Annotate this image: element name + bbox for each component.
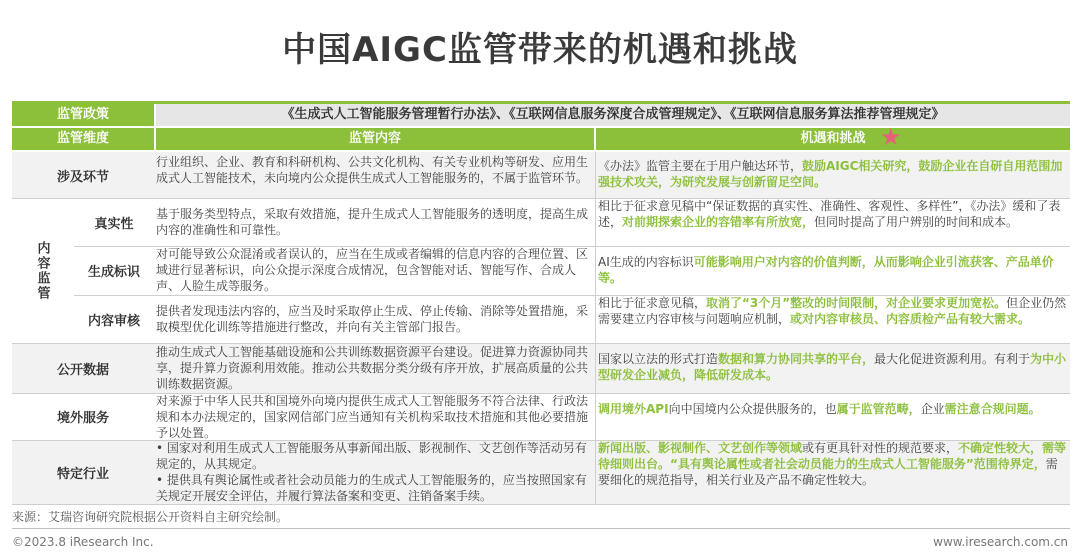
opportunity-industry: 新闻出版、影视制作、文艺创作等领域或有更具针对性的规范要求，不确定性较大，需等待细则出台。“具有舆论属性或者社会动员能力的生成式人工智能服务”范围待界定，需要细化的规范指导，相关行业及产品不确定性较大。 bbox=[598, 441, 1067, 487]
row-label-labeling: 生成标识 bbox=[87, 265, 140, 280]
policy-value: 《生成式人工智能服务管理暂行办法》、《互联网信息服务深度合成管理规定》、《互联网信息服务算法推荐管理规定》 bbox=[156, 104, 1070, 126]
content-review: 提供者发现违法内容的，应当及时采取停止生成、停止传输、消除等处置措施，采取模型优化训练等措施进行整改，并向有关主管部门报告。 bbox=[156, 304, 589, 334]
bottom-divider bbox=[12, 528, 1070, 529]
row-label-overseas: 境外服务 bbox=[56, 411, 109, 426]
policy-label: 监管政策 bbox=[12, 104, 154, 126]
page-title: 中国AIGC监管带来的机遇和挑战 bbox=[282, 30, 798, 70]
opportunity-scope: 《办法》监管主要在于用户触达环节，鼓励AIGC相关研究，鼓励企业在自研自用范围加强技术攻关，为研究发展与创新留足空间。 bbox=[598, 159, 1063, 189]
column-header-content: 监管内容 bbox=[156, 128, 594, 150]
star-icon: ★ bbox=[880, 123, 902, 151]
row-label-scope: 涉及环节 bbox=[56, 169, 109, 185]
opportunity-authenticity: 相比于征求意见稿中“保证数据的真实性、准确性、客观性、多样性”，《办法》缓和了表述，对前期探索企业的容错率有所放宽，但同时提高了用户辨别的时间和成本。 bbox=[598, 199, 1061, 229]
content-public-data: 推动生成式人工智能基础设施和公共训练数据资源平台建设。促进算力资源协同共享，提升算力资源利用效能。推动公共数据分类分级有序开放，扩展高质量的公共训练数据资源。 bbox=[156, 345, 589, 391]
opportunity-review: 相比于征求意见稿，取消了“3个月”整改的时间限制，对企业要求更加宽松。但企业仍然需要建立内容审核与问题响应机制，或对内容审核员、内容质检产品有较大需求。 bbox=[598, 296, 1067, 326]
column-header-dimension: 监管维度 bbox=[12, 128, 154, 150]
row-divider bbox=[12, 504, 1070, 505]
content-authenticity: 基于服务类型特点，采取有效措施，提升生成式人工智能服务的透明度，提高生成内容的准确性和可靠性。 bbox=[156, 207, 589, 237]
website-link[interactable]: www.iresearch.com.cn bbox=[933, 535, 1068, 549]
copyright: ©2023.8 iResearch Inc. bbox=[12, 535, 154, 549]
content-scope: 行业组织、企业、教育和科研机构、公共文化机构、有关专业机构等研发、应用生成式人工智能技术，未向境内公众提供生成式人工智能服务的，不属于监管环节。 bbox=[156, 155, 589, 185]
content-industry-bullet-1: • 国家对利用生成式人工智能服务从事新闻出版、影视制作、文艺创作等活动另有规定的，从其规定。 bbox=[156, 441, 587, 471]
row-label-review: 内容审核 bbox=[87, 313, 140, 329]
opportunity-labeling: AI生成的内容标识可能影响用户对内容的价值判断，从而影响企业引流获客、产品单价等。 bbox=[598, 255, 1054, 285]
content-overseas: 对来源于中华人民共和国境外向境内提供生成式人工智能服务不符合法律、行政法规和本办法规定的，国家网信部门应当通知有关机构采取技术措施和其他必要措施予以处置。 bbox=[156, 394, 589, 440]
row-label-authenticity: 真实性 bbox=[94, 216, 134, 232]
row-label-industry: 特定行业 bbox=[56, 466, 109, 482]
row-label-public-data: 公开数据 bbox=[56, 362, 109, 378]
content-industry-bullet-2: • 提供具有舆论属性或者社会动员能力的生成式人工智能服务的，应当按照国家有关规定开展安全评估，并履行算法备案和变更、注销备案手续。 bbox=[156, 473, 587, 503]
group-label-content-regulation: 内容监管 bbox=[34, 240, 50, 301]
opportunity-overseas: 调用境外API向中国境内公众提供服务的，也属于监管范畴，企业需注意合规问题。 bbox=[598, 402, 1041, 416]
column-divider bbox=[595, 152, 596, 504]
opportunity-public-data: 国家以立法的形式打造数据和算力协同共享的平台，最大化促进资源利用。有利于为中小型研发企业减负，降低研发成本。 bbox=[598, 352, 1067, 382]
content-industry bbox=[156, 440, 592, 504]
source-note: 来源：艾瑞咨询研究院根据公开资料自主研究绘制。 bbox=[12, 510, 289, 524]
content-labeling: 对可能导致公众混淆或者误认的，应当在生成或者编辑的信息内容的合理位置、区域进行显著标识，向公众提示深度合成情况，包含智能对话、智能写作、合成人声、人脸生成等服务。 bbox=[156, 247, 589, 293]
column-header-opportunity: 机遇和挑战 bbox=[596, 128, 1070, 150]
